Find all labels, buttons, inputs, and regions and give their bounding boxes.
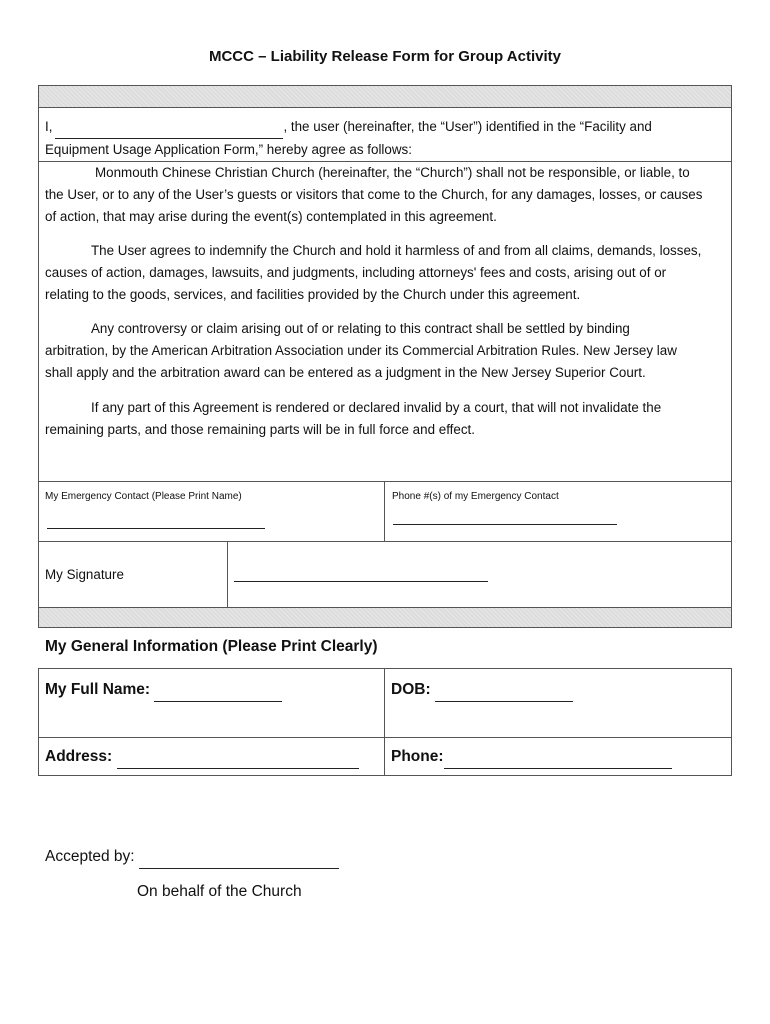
emergency-phone-field[interactable]: [393, 524, 617, 525]
full-name-label: My Full Name:: [45, 681, 151, 698]
on-behalf-label: On behalf of the Church: [137, 883, 302, 900]
footer-shaded-bar: [38, 607, 732, 628]
paragraph-2: The User agrees to indemnify the Church and hold it harmless of and from all claims, demands, losses, causes of action, damages, lawsuits, and judgments, including attorneys' fees and costs, arising out of or relating to the goods, services, and facilities provided by the Church under this agreement.: [45, 243, 702, 302]
full-name-field[interactable]: [154, 679, 282, 702]
user-name-field[interactable]: [55, 116, 283, 139]
form-title: MCCC – Liability Release Form for Group Activity: [208, 48, 561, 65]
accepted-by-label: Accepted by:: [45, 848, 135, 865]
phone-label: Phone:: [391, 748, 444, 765]
address-field[interactable]: [117, 746, 359, 769]
signature-label-cell: [38, 541, 228, 608]
paragraph-4: If any part of this Agreement is rendered or declared invalid by a court, that will not invalidate the remaining parts, and those remaining parts will be in full force and effect.: [45, 400, 662, 437]
general-info-heading: My General Information (Please Print Clearly): [45, 638, 378, 655]
header-shaded-bar: [38, 85, 732, 108]
emergency-contact-cell: [38, 481, 385, 542]
intro-line1: , the user (hereinafter, the “User”) identified in the “Facility and: [283, 119, 652, 134]
accepted-by-field[interactable]: [139, 846, 339, 869]
intro-line2: Equipment Usage Application Form,” hereby agree as follows:: [45, 142, 412, 157]
emergency-phone-cell: [384, 481, 732, 542]
address-label: Address:: [45, 748, 113, 765]
dob-cell: [384, 668, 732, 738]
agreement-section: [38, 161, 732, 482]
emergency-contact-field[interactable]: [47, 528, 265, 529]
emergency-phone-label: Phone #(s) of my Emergency Contact: [392, 491, 559, 502]
dob-label: DOB:: [391, 681, 431, 698]
paragraph-3: Any controversy or claim arising out of or relating to this contract shall be settled by binding arbitration, by the American Arbitration Association under its Commercial Arbitration Rules. New Jersey law shall apply and the arbitration award can be entered as a judgment in the New Jersey Superior Court.: [45, 321, 677, 380]
dob-field[interactable]: [435, 679, 573, 702]
phone-field[interactable]: [444, 746, 672, 769]
signature-field[interactable]: [234, 581, 488, 582]
emergency-contact-label: My Emergency Contact (Please Print Name): [45, 491, 242, 502]
signature-label: My Signature: [45, 567, 124, 582]
full-name-cell: [38, 668, 385, 738]
intro-section: [38, 107, 732, 162]
address-cell: [38, 737, 385, 776]
signature-cell: [227, 541, 732, 608]
paragraph-1: Monmouth Chinese Christian Church (hereinafter, the “Church”) shall not be responsible, or liable, to the User, or to any of the User’s guests or visitors that come to the Church, for any damages, losses, or causes of action, that may arise during the event(s) contemplated in this agreement.: [45, 165, 703, 224]
intro-prefix: I,: [45, 119, 53, 134]
phone-cell: [384, 737, 732, 776]
